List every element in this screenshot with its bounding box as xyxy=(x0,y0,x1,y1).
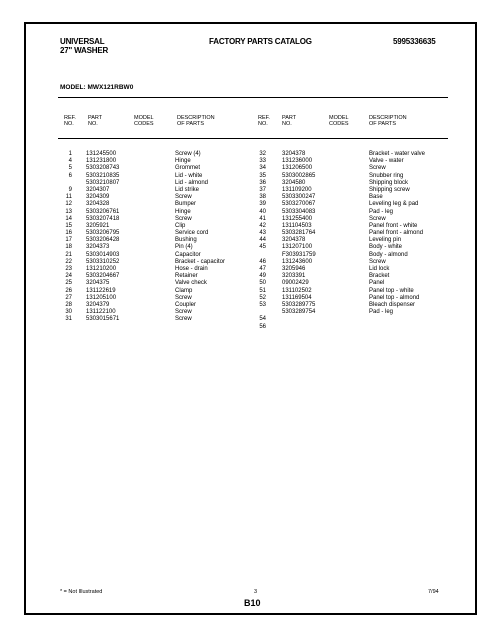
col-codes-left: MODEL CODES xyxy=(134,115,154,127)
revision-date: 7/94 xyxy=(428,589,439,595)
table-cell: 15 xyxy=(65,222,72,229)
table-cell: Screw xyxy=(175,215,192,222)
brand-line-1: UNIVERSAL xyxy=(60,37,105,46)
table-cell: Screw xyxy=(369,215,386,222)
table-cell: Base xyxy=(369,194,383,201)
table-cell: 36 xyxy=(259,179,266,186)
table-cell: 5303206428 xyxy=(86,237,120,244)
table-cell: Hose - drain xyxy=(175,266,208,272)
table-cell: 131169504 xyxy=(282,294,312,301)
table-cell: Panel xyxy=(369,280,385,287)
table-cell xyxy=(58,180,72,187)
page-code: B10 xyxy=(244,598,261,608)
table-cell: 5303300247 xyxy=(282,194,316,201)
table-cell: Screw xyxy=(369,258,386,265)
left-part-column xyxy=(86,151,119,324)
table-cell: 131122100 xyxy=(86,309,116,316)
table-cell: 34 xyxy=(259,165,266,172)
table-cell: 5303002865 xyxy=(282,172,316,179)
table-cell: Body - white xyxy=(369,244,403,251)
left-ref-column xyxy=(58,151,72,324)
page-number: 3 xyxy=(254,589,258,595)
table-cell: Snubber ring xyxy=(369,172,404,179)
table-cell xyxy=(252,309,266,316)
table-cell: 131245500 xyxy=(86,151,117,157)
table-cell: 56 xyxy=(259,323,266,330)
table-cell: Bushing xyxy=(175,237,197,244)
table-cell: 18 xyxy=(65,244,72,251)
table-cell: 23 xyxy=(65,266,72,272)
right-part-column xyxy=(282,151,316,316)
table-cell: Pad - leg xyxy=(369,309,394,316)
table-cell: 25 xyxy=(65,280,72,287)
table-cell: 50 xyxy=(259,280,266,287)
table-cell: 1 xyxy=(68,151,72,157)
table-cell: 5 xyxy=(68,165,72,172)
col-part-right: PART NO. xyxy=(282,115,297,127)
table-cell: Hinge xyxy=(175,208,191,215)
table-cell: Screw xyxy=(175,294,192,301)
table-cell: Lid strike xyxy=(175,186,200,193)
table-cell: 5303204667 xyxy=(86,273,120,280)
table-cell: Leveling pin xyxy=(369,237,402,244)
table-cell: 5303015671 xyxy=(86,316,120,323)
table-cell: 51 xyxy=(259,287,266,294)
col-ref-right: REF. NO. xyxy=(258,115,270,127)
table-cell: Coupler xyxy=(175,301,197,308)
table-cell: 5303310252 xyxy=(86,258,120,265)
table-cell: 54 xyxy=(259,316,266,323)
table-cell: 5303206761 xyxy=(86,208,120,215)
table-cell: 131109200 xyxy=(282,186,312,193)
table-cell: 3204373 xyxy=(86,244,110,251)
table-cell: 26 xyxy=(65,287,72,294)
table-cell: Valve - water xyxy=(369,158,404,165)
table-cell: 131102502 xyxy=(282,287,312,294)
table-cell: 3203391 xyxy=(282,273,306,280)
table-cell: 131236000 xyxy=(282,158,313,165)
table-cell: 131207100 xyxy=(282,244,313,251)
table-cell: 5303208743 xyxy=(86,165,120,172)
table-cell: Panel front - white xyxy=(369,222,418,229)
table-cell: 3204375 xyxy=(86,280,110,287)
table-cell: 44 xyxy=(259,237,266,244)
table-cell: 5303014903 xyxy=(86,251,120,258)
table-cell: 17 xyxy=(65,237,72,244)
table-cell: Valve check xyxy=(175,280,207,287)
table-cell: 131255400 xyxy=(282,215,313,222)
table-cell: 3204378 xyxy=(282,151,306,157)
table-cell: 5303210807 xyxy=(86,179,120,186)
table-cell: 45 xyxy=(259,244,266,251)
table-cell xyxy=(252,252,266,259)
col-part-left: PART NO. xyxy=(88,115,103,127)
table-cell: 30 xyxy=(65,309,72,316)
table-cell: 37 xyxy=(259,186,266,193)
table-cell: 21 xyxy=(65,251,72,258)
top-rule xyxy=(58,97,448,98)
table-cell: Panel top - white xyxy=(369,287,414,294)
table-cell: Screw xyxy=(175,316,192,323)
table-cell: Lid lock xyxy=(369,266,390,272)
table-cell: Leveling leg & pad xyxy=(369,201,419,208)
table-cell: 131205100 xyxy=(86,294,117,301)
table-cell: Body - almond xyxy=(369,251,408,258)
table-cell: 6 xyxy=(68,172,72,179)
header-rule xyxy=(58,138,448,139)
footnote: * = Not Illustrated xyxy=(60,589,103,595)
table-cell: Pin (4) xyxy=(175,244,193,251)
table-cell: 9 xyxy=(68,186,72,193)
table-cell: 3204309 xyxy=(86,194,110,201)
table-cell: Bleach dispenser xyxy=(369,301,416,308)
table-cell: 53 xyxy=(259,301,266,308)
table-cell: Hinge xyxy=(175,158,191,165)
table-cell: Service cord xyxy=(175,230,209,237)
table-cell: Grommet xyxy=(175,165,201,172)
table-cell: 12 xyxy=(65,201,72,208)
table-cell: 16 xyxy=(65,230,72,237)
catalog-brand xyxy=(60,37,108,55)
table-cell: Screw xyxy=(369,165,386,172)
table-cell: 5303289775 xyxy=(282,301,316,308)
table-cell: Pad - leg xyxy=(369,208,394,215)
table-cell: 49 xyxy=(259,273,266,280)
catalog-title: FACTORY PARTS CATALOG xyxy=(209,37,312,46)
table-cell: 24 xyxy=(65,273,72,280)
table-cell: 52 xyxy=(259,294,266,301)
table-cell: 3204378 xyxy=(282,237,306,244)
table-cell: 11 xyxy=(65,194,72,201)
table-cell: 28 xyxy=(65,301,72,308)
table-cell: Capacitor xyxy=(175,251,201,258)
table-cell: 31 xyxy=(65,316,72,323)
table-cell: Lid - white xyxy=(175,172,203,179)
table-cell: 131231800 xyxy=(86,158,117,165)
table-cell: 5303207418 xyxy=(86,215,120,222)
table-cell: F303931759 xyxy=(282,251,316,258)
table-cell: 41 xyxy=(259,215,266,222)
table-cell: Clip xyxy=(175,222,186,229)
table-cell: 46 xyxy=(259,258,266,265)
table-cell: Shipping block xyxy=(369,179,409,186)
table-cell: 3205946 xyxy=(282,266,306,272)
table-cell: 3204328 xyxy=(86,201,110,208)
table-cell: Clamp xyxy=(175,287,193,294)
left-desc-column xyxy=(175,151,225,324)
table-cell: 131206500 xyxy=(282,165,313,172)
table-cell: 39 xyxy=(259,201,266,208)
table-cell: 5303304083 xyxy=(282,208,316,215)
table-cell: 32 xyxy=(259,151,266,157)
table-cell: Shipping screw xyxy=(369,186,410,193)
table-cell: 43 xyxy=(259,230,266,237)
table-cell: 131104503 xyxy=(282,222,312,229)
brand-line-2: 27" WASHER xyxy=(60,46,109,55)
table-cell: 13 xyxy=(65,208,72,215)
table-cell: Bracket - capacitor xyxy=(175,258,226,265)
col-desc-left: DESCRIPTION OF PARTS xyxy=(177,115,215,127)
table-cell: 3204307 xyxy=(86,186,110,193)
table-cell: Bracket xyxy=(369,273,390,280)
table-cell: 5303270067 xyxy=(282,201,316,208)
table-cell: 33 xyxy=(259,158,266,165)
col-ref-left: REF. NO. xyxy=(64,115,76,127)
table-cell: Panel top - almond xyxy=(369,294,420,301)
table-cell: Screw xyxy=(175,194,192,201)
table-cell: 131243600 xyxy=(282,258,313,265)
table-cell: 42 xyxy=(259,222,266,229)
col-codes-right: MODEL CODES xyxy=(329,115,349,127)
table-cell: 14 xyxy=(65,215,72,222)
table-cell: 40 xyxy=(259,208,266,215)
table-cell: 5303206795 xyxy=(86,230,120,237)
table-cell: 131210200 xyxy=(86,266,117,272)
catalog-number: 5995336635 xyxy=(393,37,436,46)
table-cell: 131122619 xyxy=(86,287,116,294)
table-cell: Bumper xyxy=(175,201,197,208)
table-cell: 47 xyxy=(259,266,266,272)
table-cell: 4 xyxy=(68,158,72,165)
table-cell: 3204379 xyxy=(86,301,110,308)
table-cell: Lid - almond xyxy=(175,179,209,186)
table-cell: 27 xyxy=(65,294,72,301)
table-cell: Bracket - water valve xyxy=(369,151,426,157)
table-cell: 3204580 xyxy=(282,179,306,186)
table-cell: 5303210835 xyxy=(86,172,120,179)
table-cell: 09002429 xyxy=(282,280,309,287)
right-ref-column xyxy=(252,151,266,331)
table-cell: 3205921 xyxy=(86,222,110,229)
table-cell: Panel front - almond xyxy=(369,230,424,237)
table-cell: 5303281764 xyxy=(282,230,316,237)
table-cell: Screw xyxy=(175,309,192,316)
table-cell: 38 xyxy=(259,194,266,201)
col-desc-right: DESCRIPTION OF PARTS xyxy=(369,115,407,127)
model-line: MODEL: MWX121RBW0 xyxy=(60,84,134,91)
table-cell: Screw (4) xyxy=(175,151,201,157)
table-cell: 35 xyxy=(259,172,266,179)
table-cell: 5303289754 xyxy=(282,309,316,316)
table-cell: 22 xyxy=(65,258,72,265)
right-desc-column xyxy=(369,151,425,316)
table-cell: Retainer xyxy=(175,273,198,280)
